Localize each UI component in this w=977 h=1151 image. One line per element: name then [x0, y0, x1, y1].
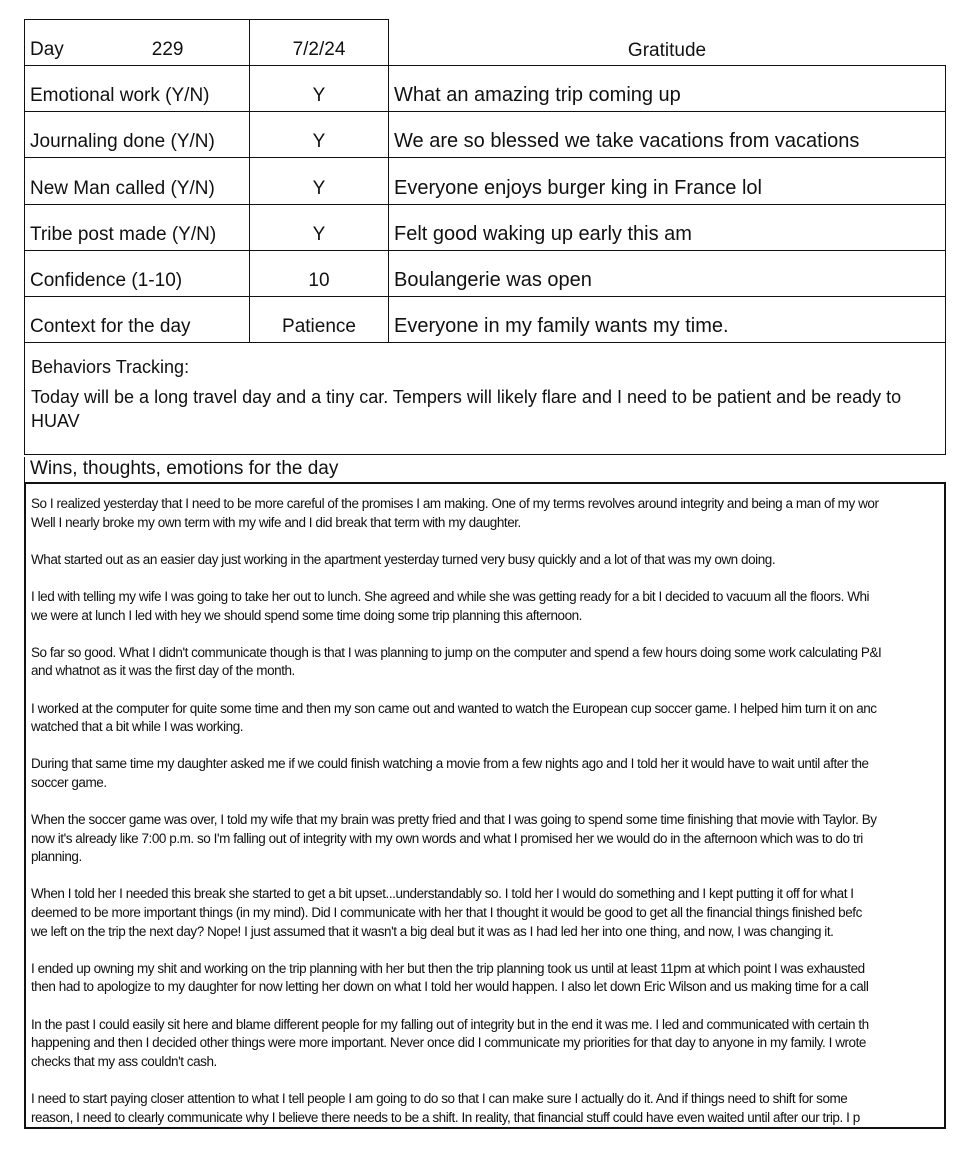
blank-line: [31, 625, 944, 644]
header-date-cell: [249, 19, 389, 66]
journal-line: we left on the trip the next day? Nope! I just assumed that it wasn't a big deal but it was as I had led her into one thing, and now, I was changing it.: [31, 923, 834, 939]
row-label: [24, 296, 250, 343]
blank-line: [31, 867, 944, 886]
row-value: [249, 296, 389, 343]
journal-line: When I told her I needed this break she started to get a bit upset...understandably so. I told her I would do something and I kept putting it off for what I: [31, 886, 854, 902]
gratitude-entry-text: What an amazing trip coming up: [394, 84, 681, 106]
journal-line: In the past I could easily sit here and blame different people for my falling out of integrity but in the end it was me. I led and communicated with certain th: [31, 1016, 869, 1032]
journal-line: I worked at the computer for quite some time and then my son came out and wanted to watch the European cup soccer game. I helped him turn it on anc: [31, 700, 877, 716]
blank-line: [31, 941, 944, 960]
gratitude-header: [388, 19, 946, 66]
row-value: [249, 157, 389, 205]
gratitude-entry-text: Felt good waking up early this am: [394, 223, 692, 245]
day-number: 229: [151, 39, 184, 60]
journal-line: During that same time my daughter asked me if we could finish watching a movie from a few nights ago and I told her it would have to wait until after the: [31, 756, 869, 772]
wins-journal: [24, 482, 946, 1129]
journal-line: I ended up owning my shit and working on the trip planning with her but then the trip planning took us until at least 11pm at which point I was exhausted: [31, 960, 865, 976]
row-value: [249, 204, 389, 251]
row-label: [24, 157, 250, 205]
journal-line: and whatnot as it was the first day of the month.: [31, 663, 295, 679]
gratitude-entry-text: We are so blessed we take vacations from vacations: [394, 130, 860, 152]
row-label-text: Journaling done (Y/N): [30, 131, 215, 152]
row-value-text: 10: [308, 270, 330, 291]
gratitude-entry-text: Everyone in my family wants my time.: [394, 315, 729, 337]
journal-line: now it's already like 7:00 p.m. so I'm falling out of integrity with my own words and what I promised her we would do in the afternoon which was to do tri: [31, 830, 863, 846]
journal-line: So far so good. What I didn't communicate though is that I was planning to jump on the computer and spend a few hours doing some work calculating P&I: [31, 644, 882, 660]
row-value-text: Patience: [282, 316, 356, 337]
journal-line: I need to start paying closer attention to what I tell people I am going to do so that I can make sure I actually do it. And if things need to shift for some: [31, 1091, 848, 1106]
row-label-text: Confidence (1-10): [30, 270, 183, 291]
row-label: [24, 204, 250, 251]
header-day-cell: [24, 19, 250, 66]
wins-header: Wins, thoughts, emotions for the day: [24, 457, 946, 482]
row-value-text: Y: [312, 178, 326, 199]
blank-line: [31, 681, 944, 700]
gratitude-entry: [388, 111, 946, 158]
row-label-text: New Man called (Y/N): [30, 178, 215, 199]
journal-line: When the soccer game was over, I told my wife that my brain was pretty fried and that I was going to spend some time finishing that movie with Taylor. By: [31, 812, 877, 828]
row-label: [24, 111, 250, 158]
gratitude-entry-text: Everyone enjoys burger king in France lol: [394, 177, 762, 199]
gratitude-label: Gratitude: [627, 40, 707, 61]
journal-line: reason, I need to clearly communicate why I believe there needs to be a shift. In reality, that financial stuff could have even waited until after our trip. I p: [31, 1109, 860, 1125]
blank-line: [31, 569, 944, 588]
blank-line: [31, 997, 944, 1016]
gratitude-entry-text: Boulangerie was open: [394, 269, 592, 291]
journal-line: checks that my ass couldn't cash.: [31, 1053, 217, 1069]
row-value-text: Y: [312, 131, 326, 152]
blank-line: [31, 793, 944, 812]
journal-line: What started out as an easier day just working in the apartment yesterday turned very busy quickly and a lot of that was my own doing.: [31, 551, 776, 567]
behaviors-tracking: [24, 342, 946, 455]
journal-line: happening and then I decided other things were more important. Never once did I communicate my priorities for that day to anyone in my family. I wrote: [31, 1035, 866, 1051]
journal-line: we were at lunch I led with hey we should spend some time doing some trip planning this afternoon.: [31, 607, 582, 623]
date-value: 7/2/24: [292, 39, 346, 60]
row-value: [249, 250, 389, 297]
journal-line: Well I nearly broke my own term with my wife and I did break that term with my daughter.: [31, 514, 521, 530]
gratitude-entry: [388, 65, 946, 112]
day-label: Day: [30, 39, 64, 60]
row-label-text: Emotional work (Y/N): [30, 85, 210, 106]
blank-line: [31, 532, 944, 551]
gratitude-entry: [388, 250, 946, 297]
journal-line: then had to apologize to my daughter for now letting her down on what I told her would happen. I also let down Eric Wilson and us making time for a call: [31, 979, 869, 995]
row-label: [24, 250, 250, 297]
journal-line: soccer game.: [31, 774, 107, 790]
gratitude-entry: [388, 296, 946, 343]
row-label-text: Context for the day: [30, 316, 191, 337]
journal-line: watched that a bit while I was working.: [31, 719, 244, 735]
blank-line: [31, 737, 944, 756]
journal-line: So I realized yesterday that I need to be more careful of the promises I am making. One of my terms revolves around integrity and being a man of my wor: [31, 496, 879, 511]
behaviors-text: Today will be a long travel day and a tiny car. Tempers will likely flare and I need to be patient and be ready to HUAV: [31, 387, 902, 431]
row-value-text: Y: [312, 85, 326, 106]
row-label: [24, 65, 250, 112]
journal-line: planning.: [31, 849, 82, 865]
gratitude-entry: [388, 204, 946, 251]
row-value-text: Y: [312, 224, 326, 245]
blank-line: [31, 1071, 944, 1090]
gratitude-entry: [388, 157, 946, 205]
behaviors-label: Behaviors Tracking:: [31, 357, 190, 377]
journal-line: deemed to be more important things (in my mind). Did I communicate with her that I thought it would be good to get all the financial things finished befc: [31, 905, 862, 921]
row-value: [249, 65, 389, 112]
journal-line: I led with telling my wife I was going to take her out to lunch. She agreed and while she was getting ready for a bit I decided to vacuum all the floors. Whi: [31, 588, 870, 604]
row-label-text: Tribe post made (Y/N): [30, 224, 217, 245]
row-value: [249, 111, 389, 158]
